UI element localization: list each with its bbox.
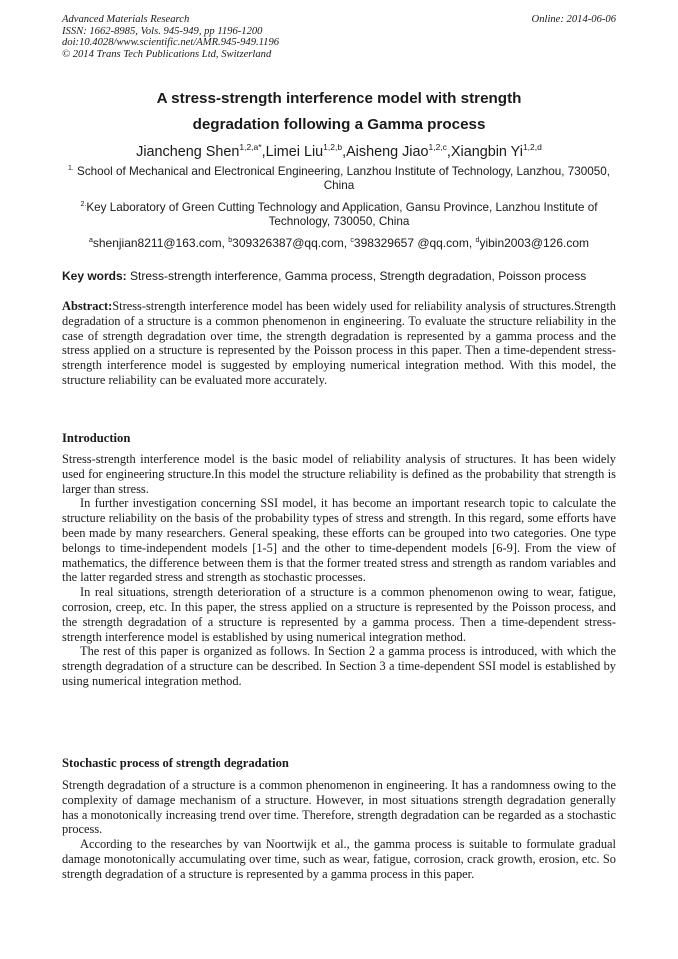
stochastic-body bbox=[62, 778, 616, 882]
author-name: Jiancheng Shen bbox=[136, 143, 240, 160]
email-entry bbox=[228, 236, 350, 250]
paragraph: The rest of this paper is organized as follows. In Section 2 a gamma process is introduced, with which the strength degradation of a structure can be described. In Section 3 a time-dependent SSI model is established by using numerical integration method. bbox=[62, 644, 616, 688]
issn-line: ISSN: 1662-8985, Vols. 945-949, pp 1196-1200 bbox=[62, 25, 263, 37]
title-line-1: A stress-strength interference model with strength bbox=[156, 90, 522, 107]
affiliation-text: Key Laboratory of Green Cutting Technology and Application, Gansu Province, Lanzhou Institute of Technology, 730050, China bbox=[86, 200, 598, 229]
affiliation-1 bbox=[62, 162, 616, 194]
email-mark: d bbox=[475, 237, 480, 244]
email-list bbox=[62, 234, 616, 251]
email-address[interactable]: 309326387@qq.com, bbox=[232, 236, 351, 250]
email-address[interactable]: yibin2003@126.com bbox=[479, 236, 590, 250]
author bbox=[136, 144, 265, 160]
author-superscript: 1,2,d bbox=[522, 142, 542, 152]
author bbox=[266, 144, 347, 160]
paragraph: In real situations, strength deterioration of a structure is a common phenomenon owing to wear, fatigue, corrosion, creep, etc. In this paper, the stress applied on a structure is represented by the Poisson process, and the strength degradation of a structure is represented by a gamma process. Then a time-dependent stress-strength interference model is established by using numerical integration method. bbox=[62, 585, 616, 644]
keywords-label: Key words: bbox=[62, 269, 127, 283]
author-name: Xiangbin Yi bbox=[450, 143, 523, 160]
author-name: Aisheng Jiao bbox=[346, 143, 429, 160]
author-list bbox=[62, 137, 616, 162]
email-entry bbox=[476, 236, 590, 250]
author-separator: , bbox=[446, 143, 451, 160]
keywords-text: Stress-strength interference, Gamma process, Strength degradation, Poisson process bbox=[130, 269, 587, 283]
author bbox=[451, 144, 542, 160]
affiliation-mark: 1. bbox=[67, 165, 74, 172]
email-address[interactable]: shenjian8211@163.com, bbox=[92, 236, 229, 250]
abstract-label: Abstract: bbox=[62, 299, 113, 313]
email-mark: a bbox=[88, 237, 93, 244]
email-address[interactable]: 398329657 @qq.com, bbox=[353, 236, 476, 250]
author-separator: , bbox=[261, 143, 266, 160]
abstract bbox=[62, 299, 616, 388]
paragraph: Stress-strength interference model is the basic model of reliability analysis of structures. It has been widely used for engineering structure.In this model the structure reliability is defined as the probability that strength is larger than stress. bbox=[62, 452, 616, 496]
journal-header bbox=[62, 14, 616, 60]
paper-title bbox=[62, 86, 616, 138]
email-mark: c bbox=[350, 237, 354, 244]
journal-name: Advanced Materials Research bbox=[62, 14, 190, 25]
title-line-2: degradation following a Gamma process bbox=[192, 116, 486, 133]
email-mark: b bbox=[228, 237, 233, 244]
section-heading-stochastic: Stochastic process of strength degradation bbox=[62, 756, 289, 770]
online-date: Online: 2014-06-06 bbox=[531, 14, 616, 25]
email-entry bbox=[350, 236, 475, 250]
doi-line[interactable]: doi:10.4028/www.scientific.net/AMR.945-949.1196 bbox=[62, 37, 280, 49]
copyright-line: © 2014 Trans Tech Publications Ltd, Switzerland bbox=[62, 48, 272, 60]
author-superscript: 1,2,c bbox=[428, 142, 447, 152]
section-heading-introduction: Introduction bbox=[62, 431, 131, 445]
author bbox=[346, 144, 451, 160]
paragraph: Strength degradation of a structure is a common phenomenon in engineering. It has a randomness owing to the complexity of damage mechanism of a structure. However, in most situations strength degradation generally has a monotonically increasing trend over time. Therefore, strength degradation can be regarded as a stochastic process. bbox=[62, 778, 616, 837]
paragraph: In further investigation concerning SSI model, it has become an important research topic to calculate the structure reliability on the basis of the probability types of stress and strength. In this regard, some efforts have been made by many researchers. General speaking, these efforts can be grouped into two categories. One type belongs to time-independent models [1-5] and the other to time-dependent models [6-9]. From the view of mathematics, the difference between them is that the former treated stress and strength as random variables and the latter regarded stress and strength as stochastic processes. bbox=[62, 496, 616, 585]
author-superscript: 1,2,b bbox=[323, 142, 343, 152]
author-name: Limei Liu bbox=[265, 143, 324, 160]
author-separator: , bbox=[342, 143, 347, 160]
email-entry bbox=[89, 236, 228, 250]
affiliation-text: School of Mechanical and Electronical Engineering, Lanzhou Institute of Technology, Lanzhou, 730050, China bbox=[77, 164, 611, 193]
introduction-body bbox=[62, 452, 616, 689]
affiliation-mark: 2. bbox=[80, 201, 87, 208]
affiliation-2 bbox=[62, 198, 616, 230]
abstract-text: Stress-strength interference model has been widely used for reliability analysis of structures.Strength degradation of a structure is a common phenomenon in engineering. To evaluate the structure reliability in the case of strength degradation over time, the strength degradation is represented by a gamma process and the stress applied on a structure is represented by the Poisson process in this paper. Then a time-dependent stress-strength interference model is suggested by employing numerical integration method. With this model, the structure reliability can be evaluated more accurately. bbox=[62, 299, 616, 387]
paragraph: According to the researches by van Noortwijk et al., the gamma process is suitable to formulate gradual damage monotonically accumulating over time, such as wear, fatigue, corrosion, crack growth, erosion, etc. So strength degradation of a structure is represented by a gamma process in this paper. bbox=[62, 837, 616, 881]
author-superscript: 1,2,a* bbox=[239, 142, 262, 152]
keywords bbox=[62, 269, 616, 284]
